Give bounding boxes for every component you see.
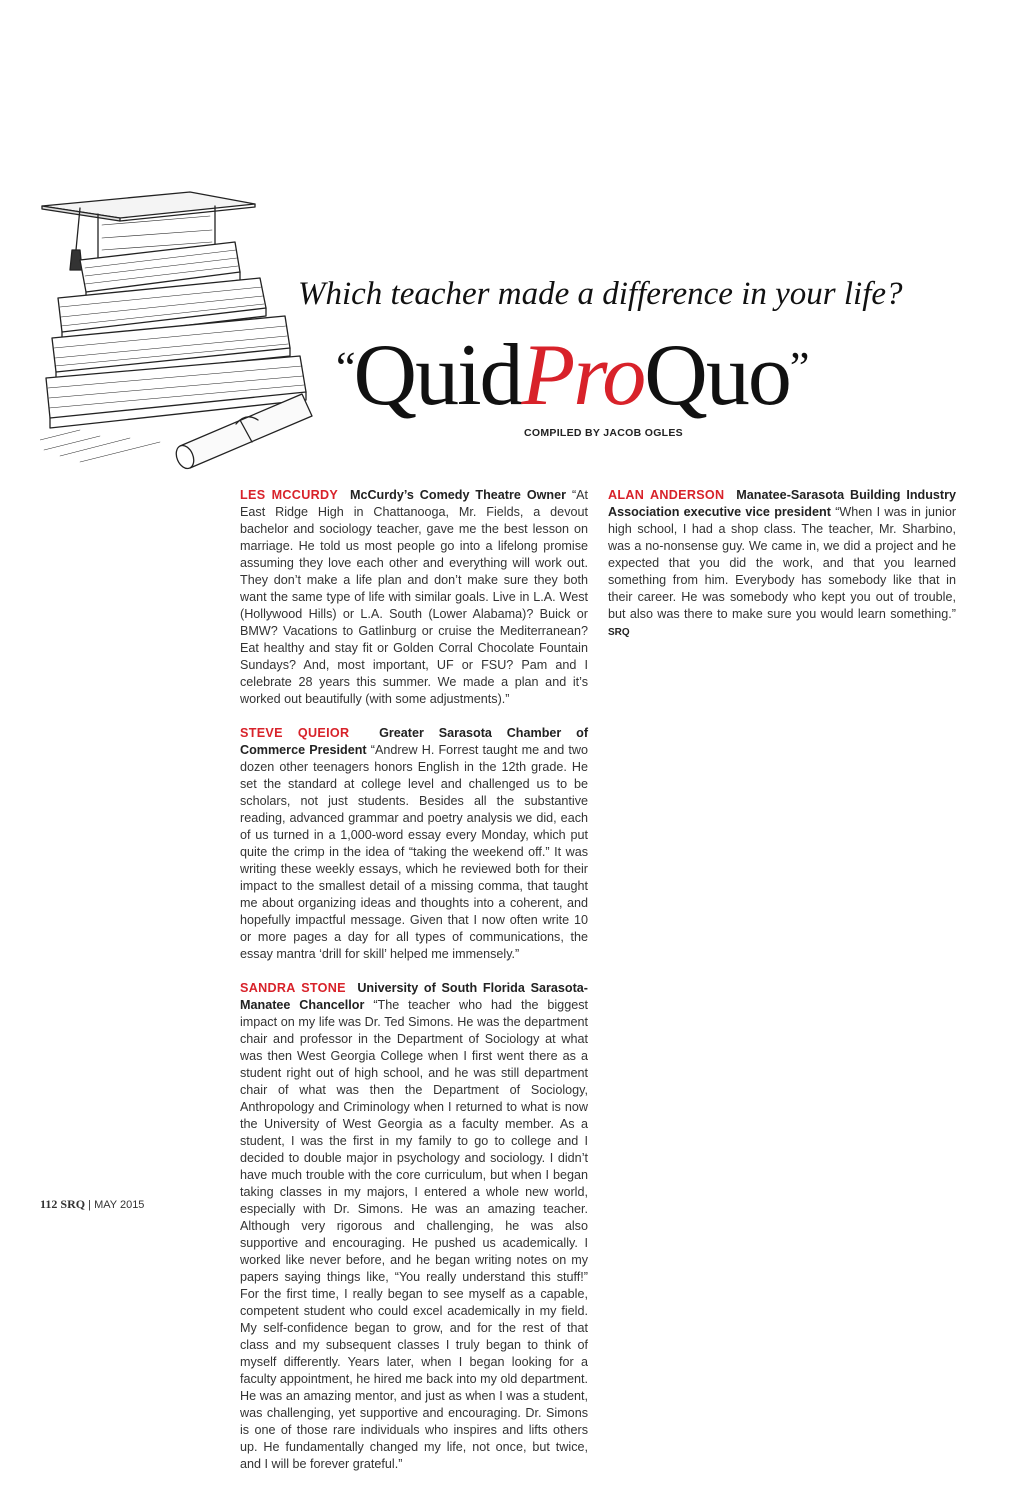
- entry-steve-queior: [240, 725, 588, 963]
- entry-text: “Andrew H. Forrest taught me and two dozen other teenagers honors English in the 12th grade. He set the standard at college level and challenged us to be scholars, not just students. Besides all the substantive reading, advanced grammar and poetry analysis we did, each of us turned in a 1,000-word essay every Monday, which put quite the crimp in the idea of “taking the weekend off.” It was writing these weekly essays, which he reviewed both for their impact to the smallest detail of a missing comma, that taught me about organizing ideas and thoughts into a coherent, and hopefully impactful message. Given that I now often write 10 or more pages a day for all types of communications, the essay mantra ‘drill for skill’ helped me immensely.”: [240, 743, 588, 961]
- srq-signoff: SRQ: [608, 627, 630, 638]
- page-footer: [40, 1197, 144, 1212]
- issue-date: MAY 2015: [94, 1199, 145, 1211]
- entry-role: Greater Sarasota Chamber of Commerce President: [240, 726, 589, 757]
- entry-role: Manatee-Sarasota Building Industry Association executive vice president: [608, 488, 956, 519]
- entry-role: University of South Florida Sarasota-Manatee Chancellor: [240, 981, 588, 1012]
- entry-text: “The teacher who had the biggest impact on my life was Dr. Ted Simons. He was the department chair and professor in the Department of Sociology at what was then West Georgia College when I first went there as a student right out of high school, and he was still department chair of what was then the Department of Sociology, Anthropology and Criminology when I returned to what is now the University of West Georgia as a faculty member. As a student, I was the first in my family to go to college and I decided to double major in psychology and sociology. I didn’t have much trouble with the core curriculum, but when I began taking classes in my majors, I entered a whole new world, especially with Dr. Simons. He was an amazing teacher. Although very rigorous and challenging, he was also supportive and encouraging. He pushed us academically. I worked like never before, and he began writing notes on my papers saying things like, “You really understand this stuff!” For the first time, I really began to see myself as a capable, competent student who could excel academically in my field. My self-confidence began to grow, and for the rest of that class and my subsequent classes I truly began to think of myself differently. Years later, when I began looking for a faculty appointment, he hired me back into my old department. He was an amazing mentor, and just as when I was a student, was challenging, yet supportive and encouraging. Dr. Simons is one of those rare individuals who inspires and lifts others up. He fundamentally changed my life, not once, but twice, and I will be forever grateful.”: [240, 998, 588, 1471]
- entry-sandra-stone: [240, 980, 588, 1473]
- entry-name: SANDRA STONE: [240, 981, 346, 995]
- entry-name: ALAN ANDERSON: [608, 488, 725, 502]
- entry-role: McCurdy’s Comedy Theatre Owner: [349, 488, 567, 502]
- entry-alan-anderson: [608, 487, 956, 641]
- entry-name: LES MCCURDY: [240, 488, 339, 502]
- entry-text: “When I was in junior high school, I had a shop class. The teacher, Mr. Sharbino, was a no-nonsense guy. We came in, we did a project and he expected that you did the work, and that you learned something from him. Everybody has somebody like that in their career. He was somebody who kept you out of trouble, but also was there to make sure you would learn something.”: [608, 505, 957, 621]
- article-column-left: [240, 487, 588, 1490]
- books-graduation-cap-illustration: [40, 180, 330, 470]
- entry-name: STEVE QUEIOR: [240, 726, 350, 740]
- magazine-name: SRQ: [60, 1197, 86, 1211]
- entry-les-mccurdy: [240, 487, 588, 708]
- article-column-right: [608, 487, 956, 658]
- headline-question: Which teacher made a difference in your life?: [298, 276, 903, 312]
- title-quid: Quid: [353, 327, 522, 424]
- headline-title: [336, 326, 807, 426]
- entry-text: “At East Ridge High in Chattanooga, Mr. Fields, a devout bachelor and sociology teacher, gave me the best lesson on marriage. He told us most people go into a lifelong promise assuming they love each other and everything will work out. They don’t make a life plan and don’t make sure they both want the same type of life with similar goals. Live in L.A. West (Hollywood Hills) or L.A. South (Lower Alabama)? Buick or BMW? Vacations to Gatlinburg or cruise the Mediterranean? Eat healthy and stay fit or Golden Corral Chocolate Fountain Sundays? And, most important, UF or FSU? Pam and I celebrate 28 years this summer. We made a plan and it’s worked out beautifully (with some adjustments).”: [240, 488, 589, 706]
- byline: COMPILED BY JACOB OGLES: [524, 427, 683, 439]
- close-quote: ”: [789, 343, 808, 392]
- footer-separator: |: [88, 1199, 92, 1211]
- open-quote: “: [336, 343, 354, 392]
- page-number: 112: [40, 1197, 58, 1211]
- title-quo: Quo: [644, 327, 790, 424]
- title-pro: Pro: [521, 327, 645, 424]
